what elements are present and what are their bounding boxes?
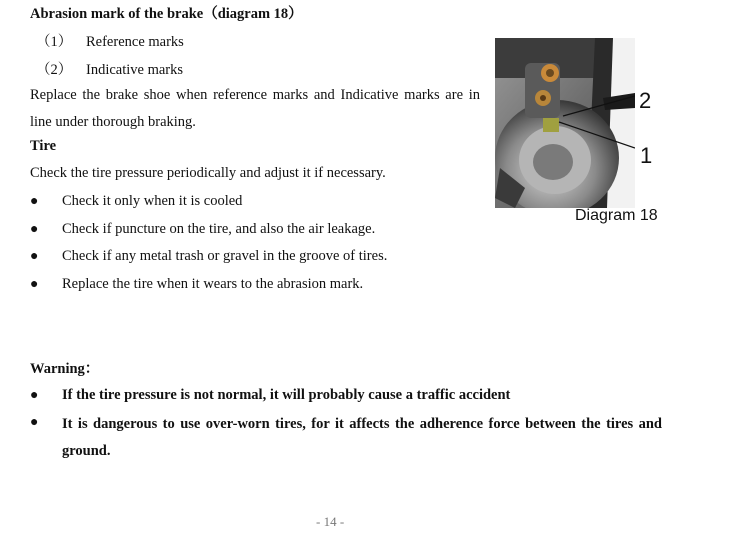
figure-caption: Diagram 18 [575, 207, 658, 224]
list-item [30, 276, 363, 293]
brake-paragraph: Replace the brake shoe when reference marks and Indicative marks are in line under thorough braking. [30, 87, 480, 130]
brake-photo-graphic [495, 38, 635, 208]
bullet-icon: ● [30, 388, 39, 403]
list-item [36, 30, 184, 51]
list-item [30, 248, 387, 265]
list-item [36, 58, 183, 79]
bullet-icon: ● [30, 415, 39, 430]
bullet-text: Replace the tire when it wears to the abrasion mark. [62, 276, 364, 292]
brake-photo [495, 38, 635, 208]
list-label: Indicative marks [86, 62, 184, 78]
bullet-text: It is dangerous to use over-worn tires, for it affects the adherence force between the tires and ground. [62, 416, 662, 459]
section-heading-abrasion: Abrasion mark of the brake（diagram 18） [30, 6, 303, 22]
bullet-text: Check it only when it is cooled [62, 193, 243, 209]
bullet-icon: ● [30, 222, 39, 237]
callout-label-2: 2 [639, 88, 652, 113]
list-item [30, 193, 242, 210]
tire-intro: Check the tire pressure periodically and adjust it if necessary. [30, 165, 386, 181]
list-index: （2） [36, 62, 73, 78]
bullet-icon: ● [30, 194, 39, 209]
callout-label-1: 1 [640, 143, 653, 168]
list-item [30, 387, 510, 404]
list-label: Reference marks [86, 34, 184, 50]
bullet-text: If the tire pressure is not normal, it will probably cause a traffic accident [62, 387, 511, 403]
bullet-text: Check if puncture on the tire, and also the air leakage. [62, 221, 376, 237]
section-heading-tire: Tire [30, 138, 57, 154]
page-number: - 14 - [316, 514, 345, 529]
list-item [30, 221, 375, 238]
bullet-text: Check if any metal trash or gravel in the groove of tires. [62, 248, 388, 264]
section-heading-warning: Warning： [30, 361, 100, 377]
list-index: （1） [36, 34, 73, 50]
bullet-icon: ● [30, 277, 39, 292]
bullet-icon: ● [30, 249, 39, 264]
